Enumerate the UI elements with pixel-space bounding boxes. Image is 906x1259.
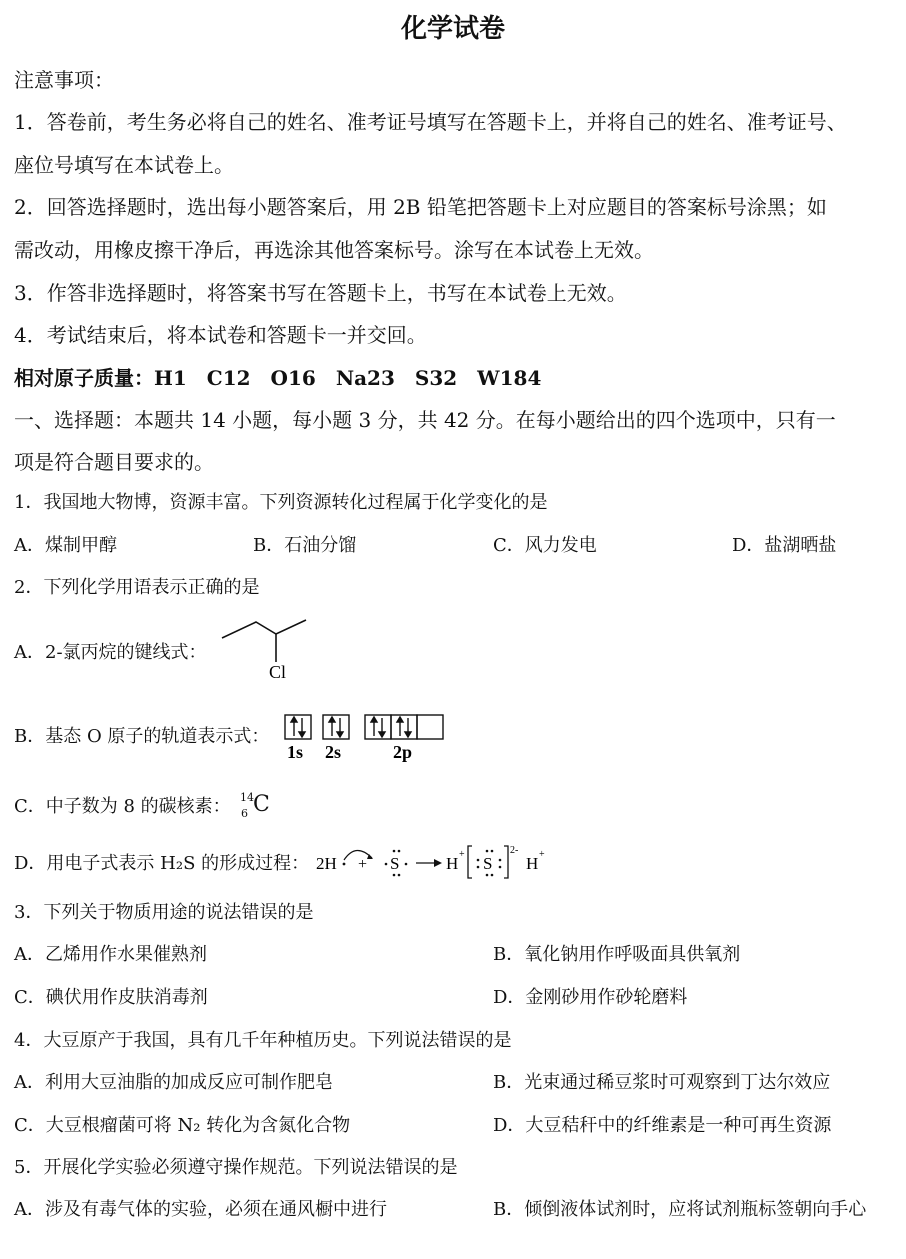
notice-item-2-line-1: 2．回答选择题时，选出每小题答案后，用 2B 铅笔把答题卡上对应题目的答案标号涂黑；如	[14, 195, 827, 219]
question-2-option-d: D．用电子式表示 H₂S 的形成过程：	[14, 853, 310, 874]
question-1-stem: 1．我国地大物博，资源丰富。下列资源转化过程属于化学变化的是	[14, 492, 548, 513]
question-3-option-a: A．乙烯用作水果催熟剂	[14, 944, 207, 965]
orbital-diagram-oxygen	[282, 712, 448, 762]
question-3-stem: 3．下列关于物质用途的说法错误的是	[14, 902, 314, 923]
question-1-option-d: D．盐湖晒盐	[732, 535, 837, 556]
right-h-charge: +	[539, 849, 545, 860]
sulfur-label: S	[390, 854, 400, 873]
question-4-option-c: C．大豆根瘤菌可将 N₂ 转化为含氮化合物	[14, 1115, 351, 1136]
question-3-option-b: B．氧化钠用作呼吸面具供氧剂	[493, 944, 741, 965]
right-h-label: H	[526, 854, 539, 873]
sulfide-label: S	[483, 854, 493, 873]
question-4-option-a: A．利用大豆油脂的加成反应可制作肥皂	[14, 1072, 333, 1093]
notice-item-1-line-2: 座位号填写在本试卷上。	[14, 153, 234, 177]
orbital-1s-label: 1s	[287, 742, 304, 762]
question-2-option-a: A．2-氯丙烷的键线式：	[14, 642, 207, 663]
question-3-option-d: D．金刚砂用作砂轮磨料	[493, 987, 688, 1008]
electron-formula-h2s	[312, 838, 562, 884]
atomic-mass-line: 相对原子质量：H1 C12 O16 Na23 S32 W184	[14, 366, 542, 390]
sulfide-charge: 2-	[510, 845, 519, 856]
notice-item-3: 3．作答非选择题时，将答案书写在答题卡上，书写在本试卷上无效。	[14, 281, 627, 305]
exam-title: 化学试卷	[400, 14, 505, 44]
question-5-option-b: B．倾倒液体试剂时，应将试剂瓶标签朝向手心	[493, 1199, 867, 1220]
question-2-stem: 2．下列化学用语表示正确的是	[14, 577, 260, 598]
left-h-charge: +	[459, 849, 465, 860]
nuclide-atomic-number: 6	[241, 807, 248, 820]
section-1-line-2: 项是符合题目要求的。	[14, 450, 214, 474]
question-3-option-c: C．碘伏用作皮肤消毒剂	[14, 987, 208, 1008]
nuclide-mass-number: 14	[240, 791, 254, 804]
orbital-2s-label: 2s	[325, 742, 342, 762]
notice-item-1-line-1: 1．答卷前，考生务必将自己的姓名、准考证号填写在答题卡上，并将自己的姓名、准考证号、	[14, 110, 847, 134]
notice-item-2-line-2: 需改动，用橡皮擦干净后，再选涂其他答案标号。涂写在本试卷上无效。	[14, 238, 654, 262]
skeletal-formula-2-chloropropane	[218, 618, 318, 682]
question-4-option-b: B．光束通过稀豆浆时可观察到丁达尔效应	[493, 1072, 831, 1093]
notice-heading: 注意事项：	[14, 68, 114, 92]
question-1-option-b: B．石油分馏	[253, 535, 357, 556]
plus-sign: +	[358, 856, 368, 873]
question-4-stem: 4．大豆原产于我国，具有几千年种植历史。下列说法错误的是	[14, 1030, 512, 1051]
question-1-option-c: C．风力发电	[493, 535, 597, 556]
notice-item-4: 4．考试结束后，将本试卷和答题卡一并交回。	[14, 323, 427, 347]
question-2-option-c: C．中子数为 8 的碳核素：	[14, 796, 231, 817]
orbital-2p-label: 2p	[393, 742, 413, 762]
left-h-label: H	[446, 854, 459, 873]
section-1-line-1: 一、选择题：本题共 14 小题，每小题 3 分，共 42 分。在每小题给出的四个选项中，只有一	[14, 408, 836, 432]
chlorine-label: Cl	[269, 662, 287, 682]
question-5-stem: 5．开展化学实验必须遵守操作规范。下列说法错误的是	[14, 1157, 458, 1178]
question-2-option-b: B．基态 O 原子的轨道表示式：	[14, 726, 270, 747]
nuclide-symbol: C	[253, 792, 270, 817]
question-4-option-d: D．大豆秸秆中的纤维素是一种可再生资源	[493, 1115, 832, 1136]
question-1-option-a: A．煤制甲醇	[14, 535, 117, 556]
question-5-option-a: A．涉及有毒气体的实验，必须在通风橱中进行	[14, 1199, 387, 1220]
two-h-label: 2H	[316, 854, 337, 873]
